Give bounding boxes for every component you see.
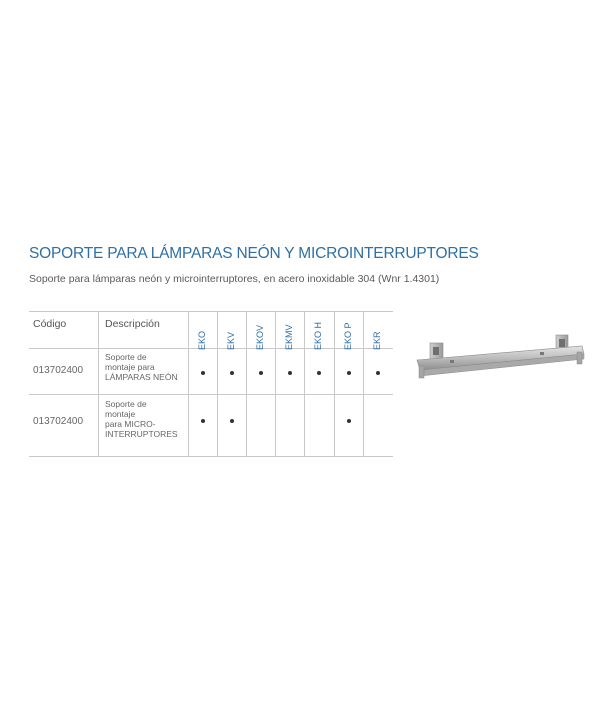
row-description-line: Soporte de — [105, 399, 147, 409]
model-header — [188, 316, 218, 354]
availability-dot — [201, 419, 205, 423]
availability-dot — [259, 371, 263, 375]
row-description-line: Soporte de — [105, 352, 147, 362]
model-header — [363, 316, 393, 354]
table-rule-row1 — [29, 394, 393, 395]
bracket-product-image — [412, 330, 597, 390]
availability-dot — [347, 419, 351, 423]
model-header — [275, 316, 305, 354]
availability-dot — [288, 371, 292, 375]
product-table — [29, 298, 393, 458]
model-header — [334, 316, 364, 354]
availability-dot — [347, 371, 351, 375]
row-description-line: INTERRUPTORES — [105, 429, 178, 439]
model-header-label: EKV — [226, 331, 236, 350]
row-description-line: para MICRO- — [105, 419, 156, 429]
model-header-label: EKR — [372, 331, 382, 350]
section-title: SOPORTE PARA LÁMPARAS NEÓN Y MICROINTERRUPTORES — [29, 245, 479, 262]
table-rule-bottom — [29, 456, 393, 457]
availability-dot — [317, 371, 321, 375]
table-rule-top — [29, 311, 393, 312]
model-header-label: EKMV — [284, 324, 294, 350]
availability-dot — [230, 371, 234, 375]
header-description: Descripción — [105, 318, 160, 330]
section-subtitle: Soporte para lámparas neón y microinterruptores, en acero inoxidable 304 (Wnr 1.4301) — [29, 273, 440, 285]
row-code: 013702400 — [33, 416, 84, 427]
header-code: Código — [33, 318, 67, 330]
model-header — [217, 316, 247, 354]
model-header — [246, 316, 276, 354]
availability-dot — [376, 371, 380, 375]
row-description-line: LÁMPARAS NEÓN — [105, 372, 178, 382]
availability-dot — [230, 419, 234, 423]
model-header — [304, 316, 334, 354]
row-description — [105, 399, 178, 439]
row-code: 013702400 — [33, 365, 84, 376]
table-rule-col — [98, 311, 99, 456]
model-header-label: EKO H — [313, 321, 323, 350]
model-header-label: EKO P — [343, 322, 353, 350]
row-description-line: montaje — [105, 409, 136, 419]
row-description — [105, 352, 178, 382]
model-header-label: EKO — [197, 330, 207, 350]
model-header-label: EKOV — [255, 324, 265, 350]
availability-dot — [201, 371, 205, 375]
row-description-line: montaje para — [105, 362, 155, 372]
